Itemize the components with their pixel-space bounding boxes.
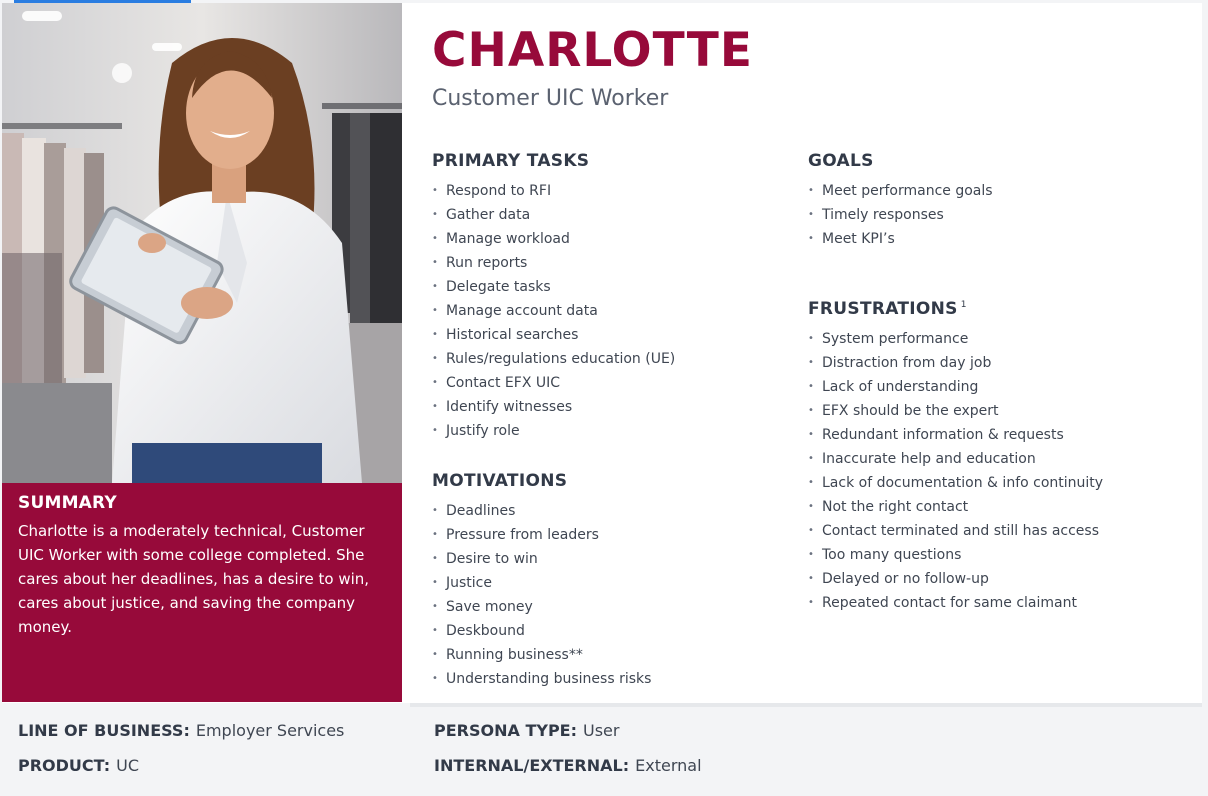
list-item: • Running business** [432, 643, 651, 667]
list-item: • Gather data [432, 203, 675, 227]
list-item: • Understanding business risks [432, 667, 651, 691]
internal-external-field [434, 756, 702, 775]
frustrations-section [808, 299, 1103, 615]
list-item: • Meet performance goals [808, 179, 993, 203]
motivations-section [432, 471, 651, 691]
goals-list [808, 179, 993, 251]
footer-divider [410, 703, 1202, 707]
list-item: • Delayed or no follow-up [808, 567, 1103, 591]
list-item: • Pressure from leaders [432, 523, 651, 547]
frustrations-footnote: 1 [960, 300, 967, 311]
line-of-business-value: Employer Services [195, 721, 345, 740]
list-item: • Contact EFX UIC [432, 371, 675, 395]
list-item: • Desire to win [432, 547, 651, 571]
list-item: • EFX should be the expert [808, 399, 1103, 423]
list-item: • Repeated contact for same claimant [808, 591, 1103, 615]
list-item: • Inaccurate help and education [808, 447, 1103, 471]
list-item: • Save money [432, 595, 651, 619]
list-item: • Deskbound [432, 619, 651, 643]
persona-type-value: User [583, 721, 620, 740]
product-label: PRODUCT: [18, 756, 111, 775]
list-item: • Rules/regulations education (UE) [432, 347, 675, 371]
list-item: • Redundant information & requests [808, 423, 1103, 447]
persona-role: Customer UIC Worker [432, 86, 669, 111]
product-value: UC [116, 756, 139, 775]
list-item: • Not the right contact [808, 495, 1103, 519]
persona-card [2, 3, 1202, 703]
motivations-list [432, 499, 651, 691]
list-item: • Historical searches [432, 323, 675, 347]
persona-name: CHARLOTTE [432, 23, 753, 78]
list-item: • Lack of documentation & info continuity [808, 471, 1103, 495]
list-item: • Lack of understanding [808, 375, 1103, 399]
primary-tasks-list [432, 179, 675, 443]
list-item: • Run reports [432, 251, 675, 275]
list-item: • Justice [432, 571, 651, 595]
list-item: • Manage workload [432, 227, 675, 251]
list-item: • Contact terminated and still has access [808, 519, 1103, 543]
summary-text: Charlotte is a moderately technical, Customer UIC Worker with some college completed. She cares about her deadlines, has a desire to win, cares about justice, and saving the company money. [18, 522, 370, 636]
summary-title: SUMMARY [18, 493, 117, 513]
goals-title: GOALS [808, 151, 874, 171]
list-item: • Identify witnesses [432, 395, 675, 419]
list-item: • Manage account data [432, 299, 675, 323]
primary-tasks-title: PRIMARY TASKS [432, 151, 590, 171]
list-item: • Respond to RFI [432, 179, 675, 203]
list-item: • Meet KPI’s [808, 227, 993, 251]
list-item: • Too many questions [808, 543, 1103, 567]
line-of-business-field [18, 721, 344, 740]
list-item: • Timely responses [808, 203, 993, 227]
primary-tasks-section [432, 151, 675, 443]
list-item: • Delegate tasks [432, 275, 675, 299]
product-field [18, 756, 139, 775]
goals-section [808, 151, 993, 251]
frustrations-heading [808, 299, 1103, 319]
list-item: • Deadlines [432, 499, 651, 523]
internal-external-label: INTERNAL/EXTERNAL: [434, 756, 630, 775]
list-item: • Justify role [432, 419, 675, 443]
persona-type-field [434, 721, 619, 740]
internal-external-value: External [635, 756, 702, 775]
summary-panel [2, 483, 402, 702]
motivations-title: MOTIVATIONS [432, 471, 568, 491]
persona-photo [2, 3, 402, 483]
line-of-business-label: LINE OF BUSINESS: [18, 721, 190, 740]
persona-type-label: PERSONA TYPE: [434, 721, 577, 740]
list-item: • System performance [808, 327, 1103, 351]
list-item: • Distraction from day job [808, 351, 1103, 375]
frustrations-title: FRUSTRATIONS [808, 299, 958, 319]
frustrations-list [808, 327, 1103, 615]
